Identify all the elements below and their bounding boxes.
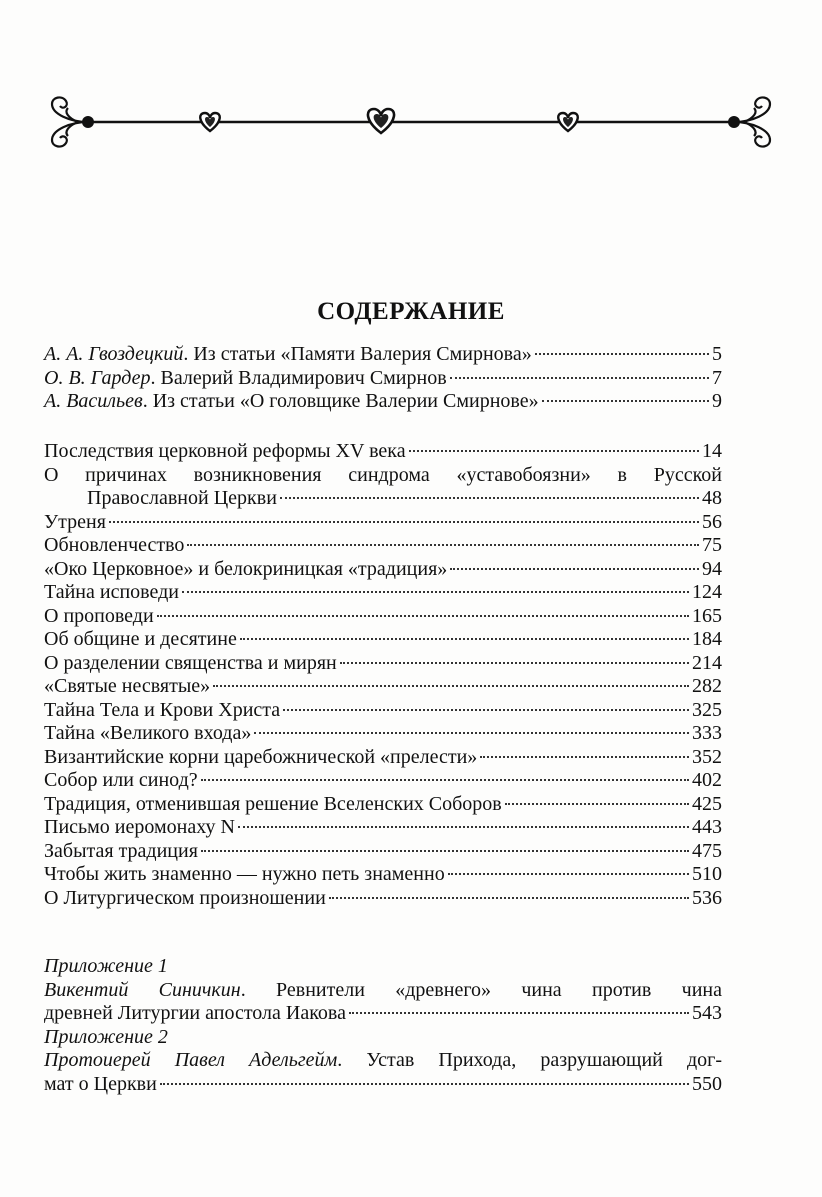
entry-author: О. В. Гардер <box>44 366 151 389</box>
page-number: 214 <box>692 651 722 674</box>
appendix-label: Приложение 1 <box>44 955 168 977</box>
heart-icon <box>558 113 577 131</box>
dot-leader <box>201 779 689 781</box>
dot-leader <box>448 873 689 875</box>
dot-leader <box>213 685 689 687</box>
dot-leader <box>283 709 689 711</box>
page-number: 425 <box>692 792 722 815</box>
entry-title: Утреня <box>44 510 106 533</box>
entry-title: О разделении священства и мирян <box>44 651 337 674</box>
toc-entry <box>44 605 722 629</box>
page-number: 543 <box>692 1002 722 1024</box>
dot-leader <box>254 732 689 734</box>
page-number: 56 <box>702 510 722 533</box>
toc-entry-continuation <box>44 487 722 511</box>
dot-leader <box>187 544 699 546</box>
dot-leader <box>480 756 689 758</box>
entry-title: Чтобы жить знаменно — нужно петь знаменно <box>44 863 445 885</box>
entry-author: А. Васильев <box>44 390 143 412</box>
entry-title: Забытая традиция <box>44 839 198 862</box>
dot-leader <box>280 497 699 499</box>
page-number: 402 <box>692 769 722 791</box>
entry-title: Тайна Тела и Крови Христа <box>44 698 281 721</box>
dot-leader <box>535 353 709 355</box>
toc-entry <box>44 390 722 414</box>
appendix-label: Приложение 2 <box>44 1025 168 1048</box>
toc-entry <box>44 343 722 367</box>
toc-entry-first-line <box>44 979 722 1003</box>
toc-entry <box>44 816 722 840</box>
heart-icon <box>368 109 394 133</box>
toc-entry <box>44 887 722 911</box>
entry-title: О проповеди <box>44 604 154 627</box>
decorative-header-ornament <box>40 92 782 152</box>
toc-entry <box>44 675 722 699</box>
left-dot-icon <box>82 116 94 128</box>
toc-entry <box>44 367 722 391</box>
dot-leader <box>329 897 689 899</box>
intro-section <box>44 343 722 414</box>
entry-title-continued: древней Литургии апостола Иакова <box>44 1002 346 1024</box>
entry-title: . Из статьи «О головщике Валерии Смирнове» <box>142 390 539 412</box>
dot-leader <box>505 803 689 805</box>
toc-entry <box>44 628 722 652</box>
entry-title: О причинах возникновения синдрома «уставобоязни» в Русской <box>44 463 722 486</box>
dot-leader <box>109 521 699 523</box>
entry-author: Викентий Синичкин <box>44 978 241 1001</box>
page-number: 7 <box>712 366 722 389</box>
page-number: 282 <box>692 675 722 697</box>
entry-title: «Святые несвятые» <box>44 675 211 697</box>
dot-leader <box>450 568 699 570</box>
page-number: 94 <box>702 557 722 580</box>
dot-leader <box>450 377 709 379</box>
dot-leader <box>201 850 689 852</box>
page-title: СОДЕРЖАНИЕ <box>317 298 505 325</box>
entry-author: Протоиерей Павел Адельгейм <box>44 1049 338 1071</box>
toc-entry <box>44 652 722 676</box>
page-number: 165 <box>692 604 722 627</box>
dot-leader <box>157 615 689 617</box>
page-number: 333 <box>692 722 722 744</box>
page-number: 9 <box>712 390 722 412</box>
page-number: 536 <box>692 886 722 909</box>
right-dot-icon <box>728 116 740 128</box>
entry-title: «Око Церковное» и белокриницкая «традиция» <box>44 557 448 580</box>
toc-entry-first-line <box>44 464 722 488</box>
toc-entry <box>44 722 722 746</box>
page-number: 14 <box>702 440 722 462</box>
page-number: 443 <box>692 816 722 838</box>
dot-leader <box>240 638 689 640</box>
entry-title: Собор или синод? <box>44 769 198 791</box>
toc-entry <box>44 746 722 770</box>
entry-title: . Ревнители «древнего» чина против чина <box>240 978 722 1001</box>
entry-title: . Валерий Владимирович Смирнов <box>150 366 447 389</box>
entry-title: Тайна «Великого входа» <box>44 722 252 744</box>
entry-title-continued: мат о Церкви <box>44 1072 157 1095</box>
toc-entry <box>44 840 722 864</box>
appendix-entry-line <box>44 979 722 1003</box>
dot-leader <box>160 1083 689 1085</box>
entry-title: О Литургическом произношении <box>44 886 326 909</box>
appendix-entry-line <box>44 1049 722 1073</box>
heart-icon <box>200 113 219 131</box>
toc-entry-continuation <box>44 1073 722 1097</box>
dot-leader <box>238 826 689 828</box>
page-number: 510 <box>692 863 722 885</box>
dot-leader <box>340 662 689 664</box>
dot-leader <box>349 1012 689 1014</box>
appendix-section <box>44 955 722 1096</box>
entry-author: А. А. Гвоздецкий <box>44 343 184 365</box>
page-number: 475 <box>692 839 722 862</box>
toc-entry <box>44 534 722 558</box>
entry-title: . Из статьи «Памяти Валерия Смирнова» <box>183 343 532 365</box>
toc-entry <box>44 699 722 723</box>
toc-entry-first-line <box>44 1049 722 1073</box>
dot-leader <box>182 591 689 593</box>
entry-title: Традиция, отменившая решение Вселенских Соборов <box>44 792 502 815</box>
page-number: 48 <box>702 487 722 509</box>
dot-leader <box>409 450 699 452</box>
toc-entry <box>44 769 722 793</box>
dot-leader <box>542 400 709 402</box>
page-number: 184 <box>692 628 722 650</box>
page-number: 352 <box>692 745 722 768</box>
page-number: 325 <box>692 698 722 721</box>
entry-title: Обновленчество <box>44 534 185 556</box>
page-number: 5 <box>712 343 722 365</box>
entry-title: . Устав Прихода, разрушающий дог- <box>337 1049 722 1071</box>
entry-title: Об общине и десятине <box>44 628 237 650</box>
entry-title: Последствия церковной реформы XV века <box>44 440 406 462</box>
entry-title: Тайна исповеди <box>44 581 179 603</box>
toc-entry <box>44 558 722 582</box>
toc-entry <box>44 511 722 535</box>
page-number: 550 <box>692 1072 722 1095</box>
toc-entry <box>44 863 722 887</box>
main-section <box>44 440 722 910</box>
toc-entry <box>44 581 722 605</box>
toc-entry <box>44 440 722 464</box>
page-number: 124 <box>692 581 722 603</box>
entry-title: Письмо иеромонаху N <box>44 816 235 838</box>
toc-entry <box>44 793 722 817</box>
toc-entry-continuation <box>44 1002 722 1026</box>
entry-title: Византийские корни царебожнической «прелести» <box>44 745 478 768</box>
page-number: 75 <box>702 534 722 556</box>
entry-title-continued: Православной Церкви <box>87 487 277 509</box>
